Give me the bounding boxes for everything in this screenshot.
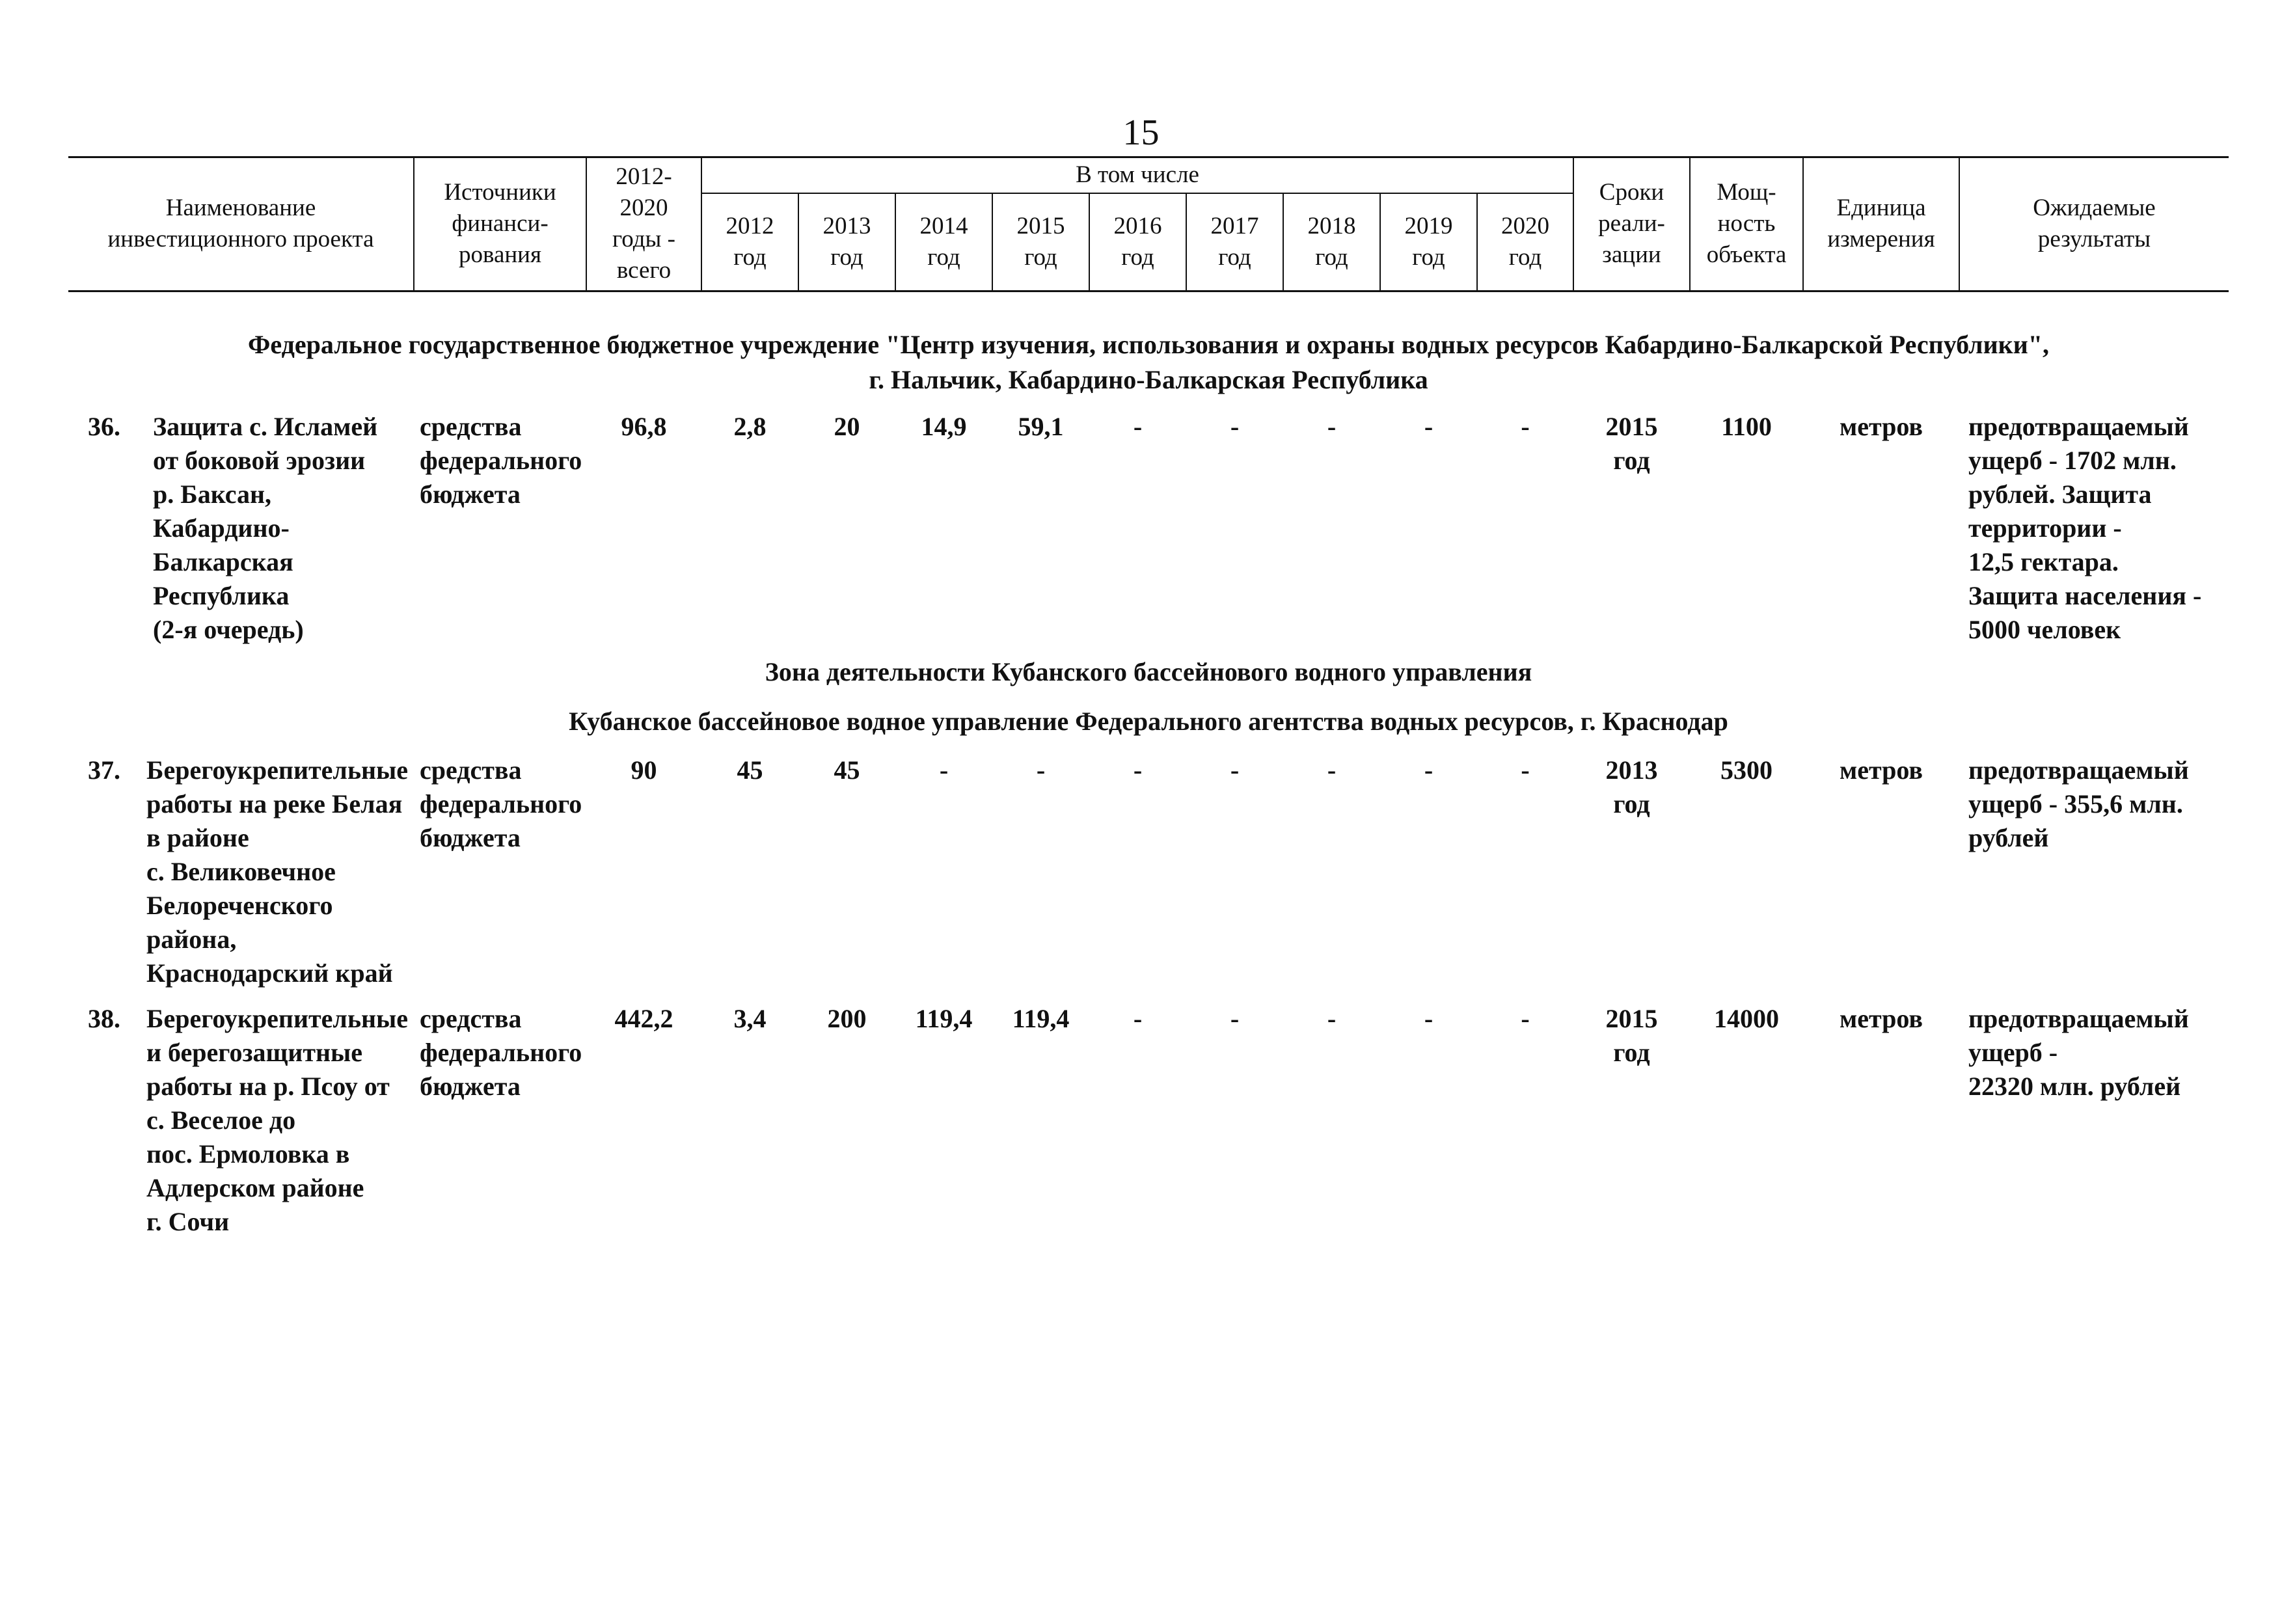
header-year-2014: 2014 год bbox=[919, 212, 968, 271]
implementation-term: 2013 год bbox=[1605, 755, 1658, 819]
expected-result: предотвращаемый ущерб - 1702 млн. рублей. Защита территории - 12,5 гектара. Защита населения - 5000 человек bbox=[1968, 412, 2202, 644]
header-year-2019: 2019 год bbox=[1404, 212, 1453, 271]
section-heading-administration: Кубанское бассейновое водное управление Федерального агентства водных ресурсов, г. Краснодар bbox=[569, 707, 1728, 736]
year-value-2013: 20 bbox=[834, 412, 860, 441]
funding-source: средства федерального бюджета bbox=[420, 755, 582, 852]
year-value-2015: 59,1 bbox=[1018, 412, 1064, 441]
capacity-value: 5300 bbox=[1720, 755, 1773, 785]
year-value-2019: - bbox=[1424, 1004, 1433, 1033]
year-value-2016: - bbox=[1133, 1004, 1143, 1033]
header-year-2018: 2018 год bbox=[1307, 212, 1356, 271]
funding-source: средства федерального бюджета bbox=[420, 1004, 582, 1101]
project-name: Берегоукрепительные и берегозащитные работы на р. Псоу от с. Веселое до пос. Ермоловка в Адлерском районе г. Сочи bbox=[146, 1004, 409, 1236]
unit-value: метров bbox=[1840, 1004, 1923, 1033]
header-capacity: Мощ- ность объекта bbox=[1706, 178, 1787, 269]
year-value-2015: 119,4 bbox=[1012, 1004, 1070, 1033]
header-name: Наименование инвестиционного проекта bbox=[107, 194, 374, 252]
total-value: 90 bbox=[631, 755, 657, 785]
year-value-2012: 3,4 bbox=[733, 1004, 767, 1033]
year-value-2014: 14,9 bbox=[921, 412, 967, 441]
year-value-2013: 45 bbox=[834, 755, 860, 785]
header-year-2017: 2017 год bbox=[1210, 212, 1259, 271]
header-terms: Сроки реали- зации bbox=[1598, 178, 1665, 269]
header-year-2020: 2020 год bbox=[1501, 212, 1549, 271]
unit-value: метров bbox=[1840, 412, 1923, 441]
header-results: Ожидаемые результаты bbox=[2033, 194, 2156, 252]
year-value-2014: - bbox=[939, 755, 949, 785]
header-year-2016: 2016 год bbox=[1113, 212, 1162, 271]
year-value-2019: - bbox=[1424, 755, 1433, 785]
row-number: 38. bbox=[88, 1004, 120, 1033]
page-number: 15 bbox=[1122, 113, 1160, 153]
expected-result: предотвращаемый ущерб - 22320 млн. рублей bbox=[1968, 1004, 2189, 1101]
year-value-2018: - bbox=[1327, 1004, 1337, 1033]
year-value-2017: - bbox=[1230, 1004, 1240, 1033]
year-value-2019: - bbox=[1424, 412, 1433, 441]
year-value-2013: 200 bbox=[827, 1004, 867, 1033]
row-number: 36. bbox=[88, 412, 120, 441]
funding-source: средства федерального бюджета bbox=[420, 412, 582, 509]
implementation-term: 2015 год bbox=[1605, 1004, 1658, 1067]
header-unit: Единица измерения bbox=[1827, 194, 1935, 252]
header-year-2012: 2012 год bbox=[726, 212, 774, 271]
section-heading-zone: Зона деятельности Кубанского бассейнового водного управления bbox=[765, 657, 1532, 686]
capacity-value: 1100 bbox=[1721, 412, 1772, 441]
year-value-2012: 2,8 bbox=[733, 412, 767, 441]
year-value-2015: - bbox=[1036, 755, 1046, 785]
year-value-2017: - bbox=[1230, 755, 1240, 785]
total-value: 442,2 bbox=[614, 1004, 673, 1033]
year-value-2016: - bbox=[1133, 755, 1143, 785]
header-including: В том числе bbox=[1076, 161, 1199, 188]
year-value-2014: 119,4 bbox=[915, 1004, 973, 1033]
year-value-2020: - bbox=[1521, 412, 1530, 441]
header-total: 2012- 2020 годы - всего bbox=[612, 163, 675, 284]
year-value-2018: - bbox=[1327, 755, 1337, 785]
unit-value: метров bbox=[1840, 755, 1923, 785]
year-value-2017: - bbox=[1230, 412, 1240, 441]
total-value: 96,8 bbox=[621, 412, 667, 441]
project-name: Берегоукрепительные работы на реке Белая в районе с. Великовечное Белореченского района, Краснодарский край bbox=[146, 755, 409, 988]
expected-result: предотвращаемый ущерб - 355,6 млн. рублей bbox=[1968, 755, 2189, 852]
year-value-2018: - bbox=[1327, 412, 1337, 441]
header-bottom-rule bbox=[68, 290, 2229, 292]
year-value-2016: - bbox=[1133, 412, 1143, 441]
year-value-2012: 45 bbox=[737, 755, 763, 785]
header-sources: Источники финанси- рования bbox=[444, 178, 556, 269]
header-year-2013: 2013 год bbox=[822, 212, 871, 271]
capacity-value: 14000 bbox=[1714, 1004, 1779, 1033]
year-value-2020: - bbox=[1521, 1004, 1530, 1033]
implementation-term: 2015 год bbox=[1605, 412, 1658, 475]
section-heading-organization: Федеральное государственное бюджетное учреждение "Центр изучения, использования и охраны водных ресурсов Кабардино-Балкарской Республики", г. Нальчик, Кабардино-Балкарская Республика bbox=[248, 330, 2049, 394]
header-year-2015: 2015 год bbox=[1016, 212, 1065, 271]
project-name: Защита с. Исламей от боковой эрозии р. Баксан, Кабардино- Балкарская Республика (2-я очередь) bbox=[153, 412, 378, 644]
year-value-2020: - bbox=[1521, 755, 1530, 785]
row-number: 37. bbox=[88, 755, 120, 785]
